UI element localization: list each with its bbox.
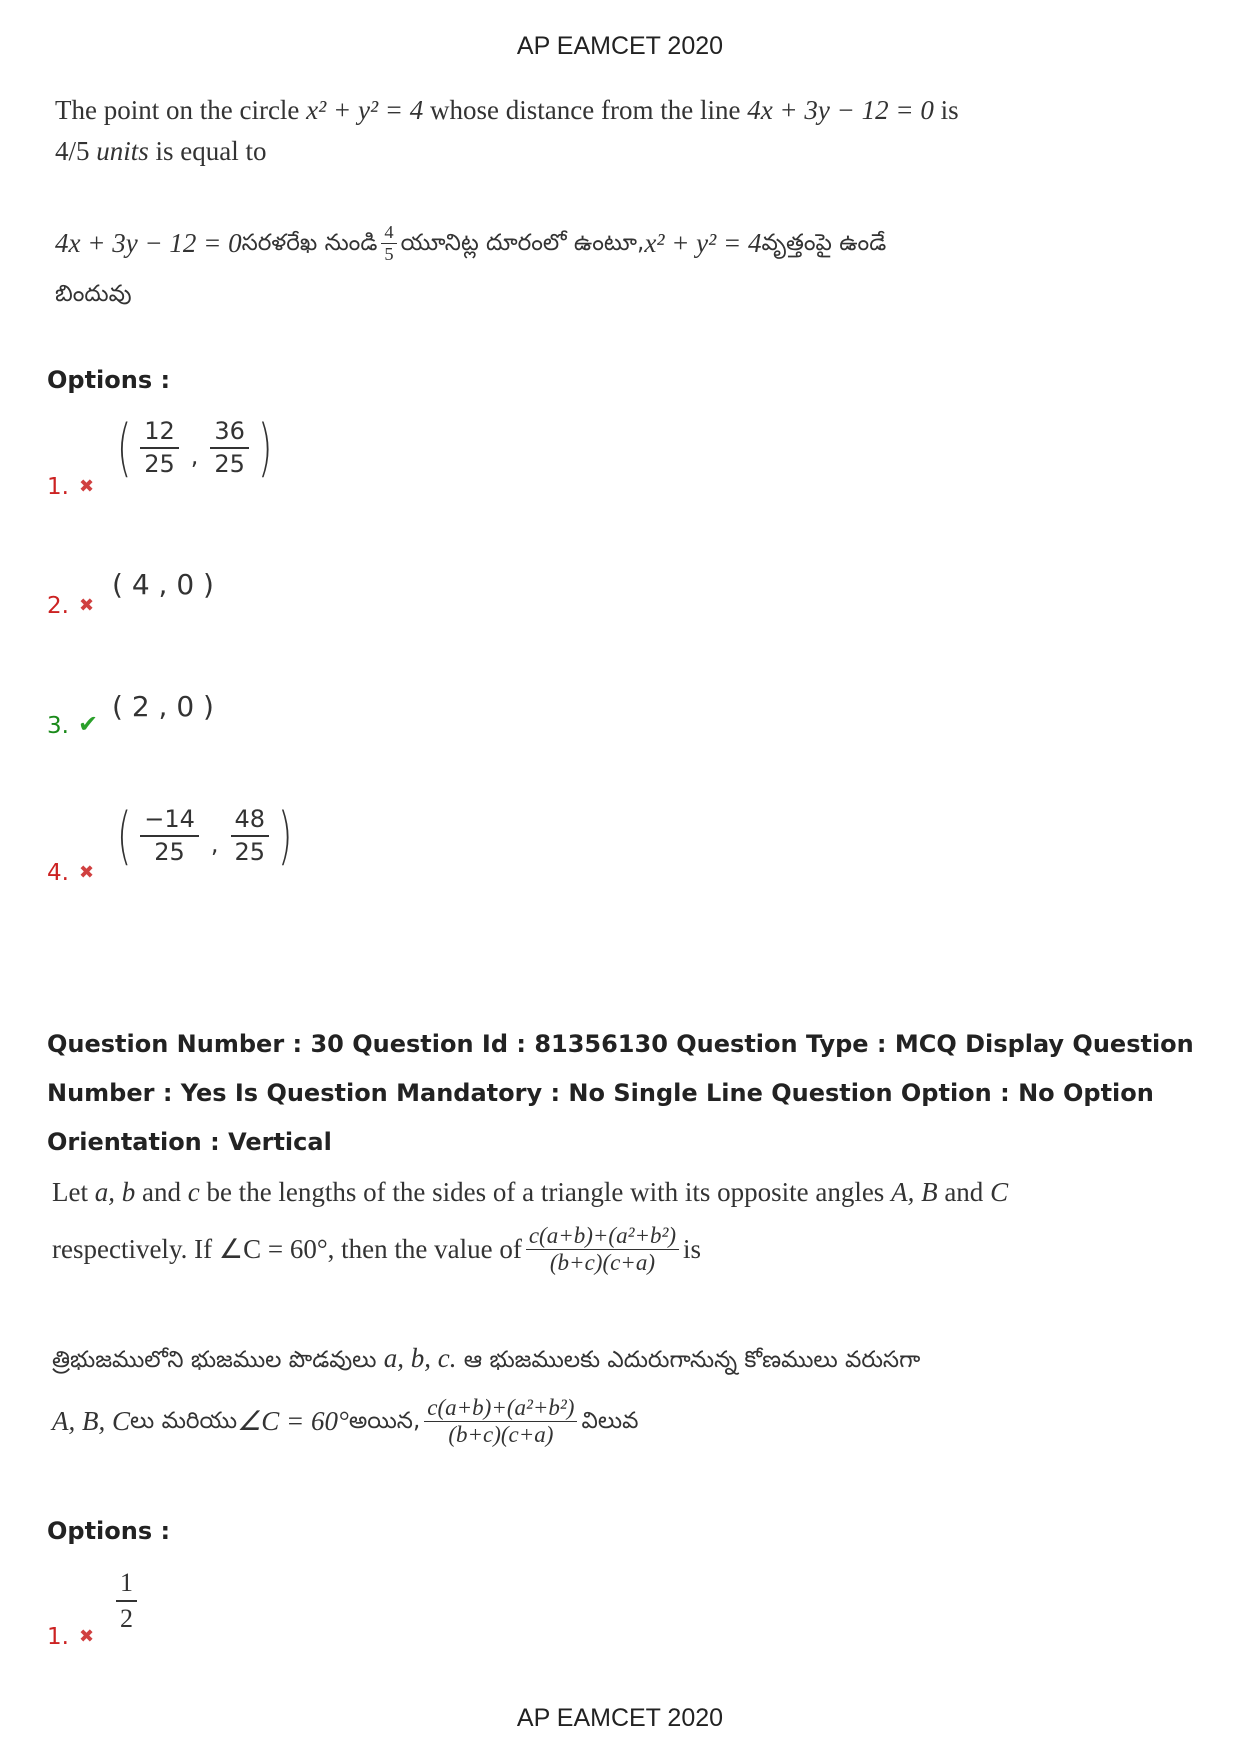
q29-option-1-number: 1. xyxy=(47,474,69,500)
q30-telugu-line2: A, B, C లు మరియు ∠C = 60° అయిన, $\frac{\text{c(a+b)+(a²+b²)}}{(b+c)(c+a)}$ విలువ xyxy=(52,1394,639,1447)
check-icon: ✔ xyxy=(78,710,99,738)
q30-english-text xyxy=(52,1172,1182,1276)
q30-options-label: Options : xyxy=(47,1517,171,1545)
four-fifths-fraction: $\frac{4}{5}$ xyxy=(381,222,396,265)
q29-option-4-value[interactable]: ( $\frac{-14}{25}$ , $\frac{48}{25}$ ) xyxy=(116,799,293,873)
q29-options-label: Options : xyxy=(47,366,171,394)
q29-option-2-value[interactable]: ( 4 , 0 ) xyxy=(112,568,214,601)
q29-english-line2: 4/5 units is equal to xyxy=(55,135,267,166)
right-paren: ) xyxy=(277,799,293,873)
left-paren: ( xyxy=(116,799,132,873)
q29-option-1-value[interactable]: ( $\frac{12}{25}$ , $\frac{36}{25}$ ) xyxy=(116,411,273,485)
cross-icon: ✖ xyxy=(79,595,95,616)
q29-option-2-number: 2. xyxy=(47,593,69,619)
left-paren: ( xyxy=(116,411,132,485)
q29-english-line1: The point on the circle x² + y² = 4 whose distance from the line 4x + 3y − 12 = 0 is xyxy=(55,95,959,125)
q29-english-text xyxy=(55,90,1175,171)
line-equation: 4x + 3y − 12 = 0 xyxy=(747,95,934,125)
q30-expression-fraction: $\frac{\text{c(a+b)+(a²+b²)}}{(b+c)(c+a)}$ xyxy=(526,1223,679,1277)
q30-option-1-value[interactable]: $\frac{1}{2}$ xyxy=(112,1566,141,1636)
q30-telugu-fraction: $\frac{\text{c(a+b)+(a²+b²)}}{(b+c)(c+a)}$ xyxy=(424,1395,577,1449)
q30-metadata: Question Number : 30 Question Id : 81356130 Question Type : MCQ Display Question Number : Yes Is Question Mandatory : No Single Line Question Option : No Option Orientation : Vertical xyxy=(47,1030,1194,1156)
q29-option-3-number: 3. xyxy=(47,713,69,739)
q29-option-3-value[interactable]: ( 2 , 0 ) xyxy=(112,690,214,723)
q29-telugu-line2: బిందువు xyxy=(55,281,132,308)
page-footer: AP EAMCET 2020 xyxy=(516,1704,724,1732)
right-paren: ) xyxy=(257,411,273,485)
q30-english-line1: Let a, b and c be the lengths of the sides of a triangle with its opposite angles A, B and C xyxy=(52,1177,1009,1207)
cross-icon: ✖ xyxy=(79,1626,95,1647)
q29-option-4-number: 4. xyxy=(47,860,69,886)
q30-english-line2: respectively. If ∠C = 60°, then the value of $\frac{\text{c(a+b)+(a²+b²)}}{(b+c)(c+a)}$ is xyxy=(52,1222,702,1275)
q30-option-1-number: 1. xyxy=(47,1624,69,1650)
circle-equation: x² + y² = 4 xyxy=(306,95,424,125)
q30-telugu-line1: త్రిభుజములోని భుజముల పొడవులు a, b, c. ఆ భుజములకు ఎదురుగానున్న కోణములు వరుసగా xyxy=(52,1343,921,1373)
cross-icon: ✖ xyxy=(79,862,95,883)
page-header: AP EAMCET 2020 xyxy=(516,32,724,60)
cross-icon: ✖ xyxy=(79,476,95,497)
q29-telugu-text xyxy=(55,222,1175,312)
q30-telugu-text xyxy=(52,1338,1182,1448)
q29-telugu-line1: 4x + 3y − 12 = 0 సరళరేఖ నుండి $\frac{4}{5}$ యూనిట్ల దూరంలో ఉంటూ, x² + y² = 4 వృత్తంపై ఉండే xyxy=(55,222,887,265)
